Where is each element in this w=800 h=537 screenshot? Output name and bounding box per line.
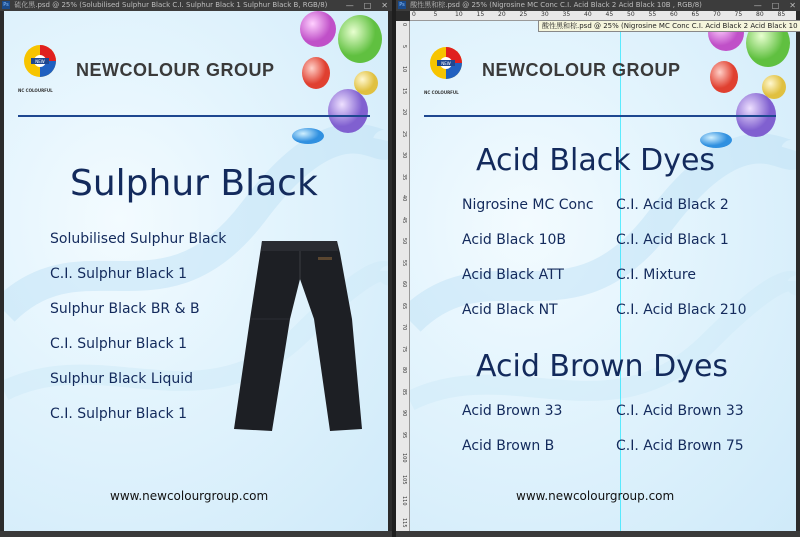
maximize-icon[interactable]: □	[771, 1, 780, 10]
ruler-tick: 95	[401, 431, 407, 438]
ruler-tick: 65	[401, 302, 407, 309]
ruler-tick: 10	[401, 66, 407, 73]
balloons-decoration	[278, 11, 388, 161]
ruler-tick: 20	[401, 109, 407, 116]
ruler-tick: 85	[777, 11, 786, 18]
ruler-tick: 45	[401, 216, 407, 223]
ruler-tick: 75	[734, 11, 743, 18]
ruler-tick: 50	[401, 238, 407, 245]
product-item: C.I. Sulphur Black 1	[50, 406, 187, 422]
vertical-ruler[interactable]	[396, 21, 410, 537]
header-rule	[18, 115, 370, 117]
ruler-tick: 30	[541, 11, 549, 18]
window-controls-right	[754, 0, 796, 11]
product-item: Acid Brown 33	[462, 403, 563, 419]
ruler-tick: 35	[401, 173, 407, 180]
product-item: Sulphur Black BR & B	[50, 301, 200, 317]
ruler-tick: 55	[401, 259, 407, 266]
canvas-right[interactable]	[410, 21, 796, 531]
product-item: Acid Black NT	[462, 302, 558, 318]
website-url: www.newcolourgroup.com	[516, 489, 675, 503]
status-bar-left	[0, 531, 392, 537]
ruler-tick: 70	[401, 324, 407, 331]
company-name: NEWCOLOUR GROUP	[76, 60, 275, 80]
ruler-tick: 40	[584, 11, 592, 18]
photoshop-icon: Ps	[3, 2, 9, 8]
ruler-tick: 60	[670, 11, 678, 18]
product-ci-item: C.I. Acid Brown 33	[616, 403, 744, 419]
product-ci-item: C.I. Acid Brown 75	[616, 438, 744, 454]
ruler-tick: 85	[401, 388, 407, 395]
ruler-tick: 70	[713, 11, 721, 18]
product-item: Nigrosine MC Conc	[462, 197, 594, 213]
document-window-right[interactable]	[396, 0, 800, 537]
photoshop-icon: Ps	[399, 2, 405, 8]
newcolour-logo	[424, 43, 468, 87]
ruler-tick: 115	[401, 517, 407, 528]
product-ci-item: C.I. Acid Black 210	[616, 302, 747, 318]
document-window-left[interactable]	[0, 0, 392, 537]
ruler-tick: 90	[401, 410, 407, 417]
product-ci-item: C.I. Mixture	[616, 267, 696, 283]
ruler-tick: 50	[627, 11, 635, 18]
close-icon[interactable]: ✕	[789, 1, 796, 10]
ruler-tick: 25	[401, 130, 407, 137]
ruler-tick: 45	[605, 11, 614, 18]
title-bar-left[interactable]	[0, 0, 392, 11]
ruler-tick: 25	[519, 11, 528, 18]
svg-text:NEW: NEW	[441, 61, 451, 66]
newcolour-logo	[18, 41, 62, 85]
product-ci-item: C.I. Acid Black 2	[616, 197, 729, 213]
ruler-tick: 35	[562, 11, 571, 18]
logo-subtitle: NC COLOURFUL	[18, 88, 53, 93]
window-controls-left	[346, 0, 388, 11]
document-title-right: 酸性黑和棕.psd @ 25% (Nigrosine MC Conc C.I. Acid Black 2 Acid Black 10B , RGB/8)	[410, 1, 702, 9]
section-heading-acid-brown: Acid Brown Dyes	[476, 349, 729, 384]
product-item: Sulphur Black Liquid	[50, 371, 194, 387]
product-item: Acid Brown B	[462, 438, 555, 454]
ruler-tick: 65	[691, 11, 700, 18]
canvas-left[interactable]	[4, 11, 388, 531]
ruler-tick: 80	[756, 11, 764, 18]
company-name: NEWCOLOUR GROUP	[482, 60, 681, 80]
product-item: C.I. Sulphur Black 1	[50, 266, 187, 282]
product-item: Acid Black 10B	[462, 232, 567, 248]
ruler-tick: 10	[455, 11, 463, 18]
ruler-tick: 15	[401, 87, 407, 94]
product-item: Acid Black ATT	[462, 267, 564, 283]
document-title-left: 硫化黑.psd @ 25% (Solubilised Sulphur Black C.I. Sulphur Black 1 Sulphur Black B, RGB/8)	[14, 1, 328, 9]
ruler-tick: 105	[401, 474, 407, 485]
scrollbar-right[interactable]	[796, 11, 800, 531]
ruler-tick: 80	[401, 367, 407, 374]
header-rule	[424, 115, 776, 117]
logo-subtitle: NC COLOURFUL	[424, 90, 459, 95]
ruler-tick: 30	[401, 152, 407, 159]
website-url: www.newcolourgroup.com	[110, 489, 269, 503]
jeans-image	[232, 239, 367, 439]
svg-text:NEW: NEW	[35, 59, 45, 64]
maximize-icon[interactable]: □	[363, 1, 372, 10]
ruler-tick: 5	[401, 44, 407, 48]
title-tooltip: 酸性黑和棕.psd @ 25% (Nigrosine MC Conc C.I. Acid Black 2 Acid Black 10	[538, 20, 800, 32]
ruler-tick: 40	[401, 195, 407, 202]
page-heading: Sulphur Black	[70, 163, 318, 204]
ruler-tick: 20	[498, 11, 506, 18]
ruler-tick: 0	[401, 23, 407, 27]
section-heading-acid-black: Acid Black Dyes	[476, 143, 716, 178]
product-item: C.I. Sulphur Black 1	[50, 336, 187, 352]
ruler-tick: 15	[476, 11, 485, 18]
minimize-icon[interactable]: —	[753, 1, 762, 10]
ruler-tick: 60	[401, 281, 407, 288]
ruler-tick: 55	[648, 11, 657, 18]
ruler-tick: 5	[433, 11, 438, 18]
ruler-tick: 110	[401, 496, 407, 506]
minimize-icon[interactable]: —	[345, 1, 354, 10]
product-ci-item: C.I. Acid Black 1	[616, 232, 729, 248]
status-bar-right	[396, 531, 800, 537]
ruler-tick: 75	[401, 345, 407, 352]
ruler-tick: 0	[412, 11, 416, 18]
product-item: Solubilised Sulphur Black	[50, 231, 227, 247]
close-icon[interactable]: ✕	[381, 1, 388, 10]
scrollbar-left[interactable]	[388, 11, 392, 531]
ruler-tick: 100	[401, 453, 407, 463]
title-bar-right[interactable]	[396, 0, 800, 11]
